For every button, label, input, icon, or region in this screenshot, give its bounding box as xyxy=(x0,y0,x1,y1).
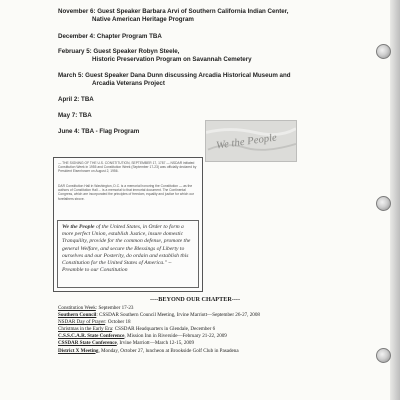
list-item xyxy=(58,340,378,347)
list-item xyxy=(58,326,378,333)
list-item xyxy=(58,305,378,312)
item-text: : September 17-23 xyxy=(95,305,134,311)
binder-hole-icon xyxy=(376,348,391,363)
event-item xyxy=(58,128,139,136)
item-text: : CSSDAR Southern Council Meeting, Irvine Marriott—September 26-27, 2008 xyxy=(96,312,260,319)
constitution-photo xyxy=(205,120,297,162)
event-line: December 4: Chapter Program TBA xyxy=(58,33,162,40)
item-title: Constitution Week xyxy=(58,305,96,311)
constitution-caption: — THE SIGNING OF THE U.S. CONSTITUTION, SEPTEMBER 17, 1787 — NSDAR initiated Constitution Week in 1955 and Constitution Week (September 17-23) was officially declared by President Eisenhower on August 2, 1956. xyxy=(58,161,197,174)
item-text: : CSSDAR Headquarters in Glendale, December 6 xyxy=(112,326,216,333)
event-line: Arcadia Veterans Project xyxy=(92,80,165,87)
event-line: March 5: Guest Speaker Dana Dunn discussing Arcadia Historical Museum and xyxy=(58,72,291,79)
binder-hole-icon xyxy=(376,44,391,59)
item-text: , Monday, October 27, luncheon at Brookside Golf Club in Pasadena xyxy=(98,347,239,354)
item-text: , Irvine Marriott—March 12-15, 2009 xyxy=(116,340,195,347)
item-text: , Mission Inn in Riverside—February 21-22, 2009 xyxy=(124,333,227,340)
binder-hole-icon xyxy=(376,196,391,211)
list-item xyxy=(58,319,378,326)
constitution-box xyxy=(53,157,203,292)
event-item xyxy=(58,72,291,88)
item-title: District X Meeting xyxy=(58,347,99,354)
event-line: June 4: TBA - Flag Program xyxy=(58,128,140,135)
event-item xyxy=(58,33,162,41)
list-item xyxy=(58,348,378,355)
event-line: Historic Preservation Program on Savannah Cemetery xyxy=(92,56,252,63)
item-title: Southern Council xyxy=(58,312,97,319)
event-line: November 6: Guest Speaker Barbara Arvi of Southern California Indian Center, xyxy=(58,8,289,15)
event-item xyxy=(58,8,289,24)
item-title: Christmas in the Early Era xyxy=(58,326,113,333)
svg-text:We the People: We the People xyxy=(215,132,278,152)
event-line: May 7: TBA xyxy=(58,112,92,119)
item-title: C.S.S.C.A.R. State Conference xyxy=(58,333,125,340)
list-item xyxy=(58,333,378,340)
event-line: Native American Heritage Program xyxy=(92,16,194,23)
event-line: April 2: TBA xyxy=(58,96,94,103)
constitution-hall-text: DAR Constitution Hall in Washington, D.C. is a memorial honoring the Constitution — as the authors of Constitution Hall ... is a memorial to that immortal document. The Continental Congress, which are incorporated the principles of freedom, equality and justice for which our forefathers strove. xyxy=(58,184,194,201)
item-title: NSDAR Day of Prayer xyxy=(58,319,106,326)
item-text: : October 18 xyxy=(105,319,131,326)
event-item xyxy=(58,96,94,104)
event-line: February 5: Guest Speaker Robyn Steele, xyxy=(58,48,180,55)
event-item xyxy=(58,48,252,64)
preamble-box xyxy=(57,220,199,288)
page-edge xyxy=(390,0,400,400)
preamble-text: of the United States, in Order to form a more perfect Union, establish Justice, insure domestic Tranquility, provide for the common defense, promote the general Welfare, and secure the Blessings of Liberty to ourselves and our Posterity, do ordain and establish this Constitution for the United States of America." ~ Preamble to our Constitution xyxy=(62,224,191,274)
beyond-chapter-heading: ----BEYOND OUR CHAPTER---- xyxy=(150,296,241,303)
item-title: CSSDAR State Conference xyxy=(58,340,117,347)
event-item xyxy=(58,112,92,120)
parchment-image xyxy=(206,121,296,161)
preamble-lead: We the People xyxy=(62,224,95,230)
beyond-chapter-list xyxy=(58,305,378,355)
